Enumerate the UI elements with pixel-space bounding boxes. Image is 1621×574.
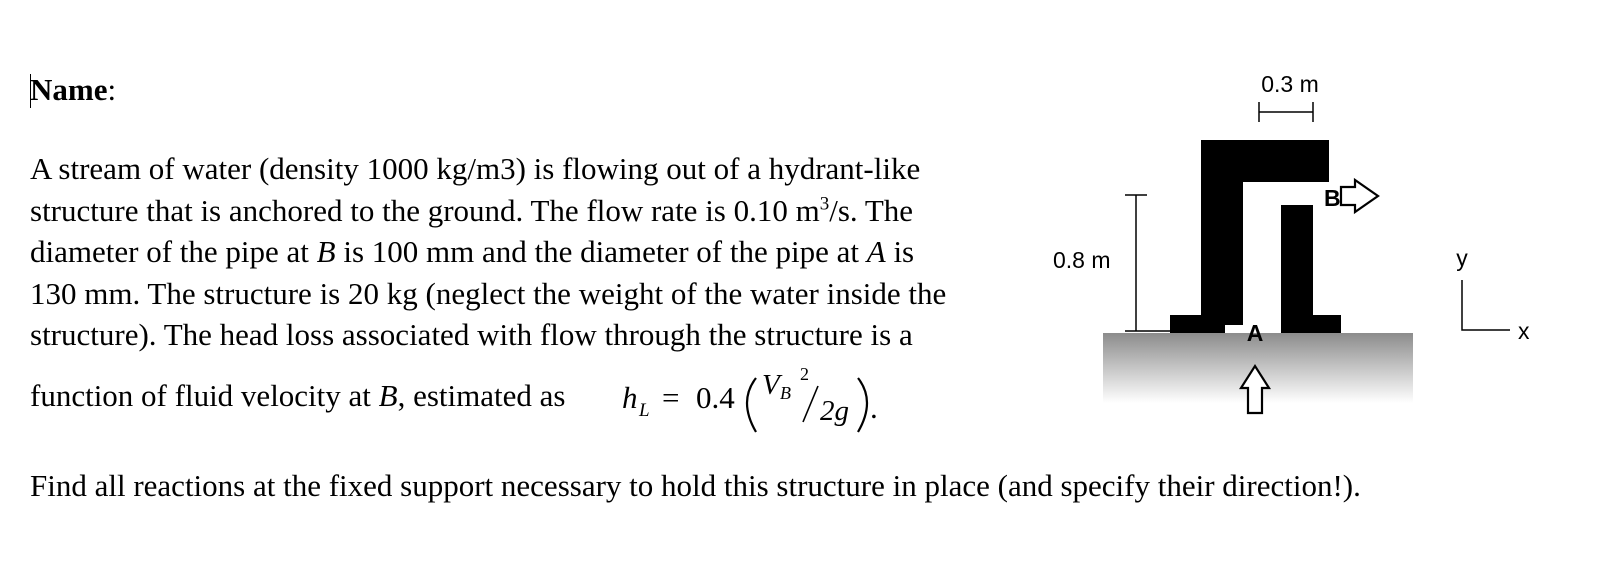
point-a-ref: A (866, 234, 886, 269)
problem-line-2-suffix: /s. The (829, 192, 914, 228)
structure-right-column (1281, 205, 1313, 325)
dim-top-label: 0.3 m (1261, 71, 1319, 97)
formula-equals: = (662, 380, 680, 415)
problem-line-3-c: is 100 mm and the diameter of the pipe at (335, 234, 867, 269)
problem-line-3-e: is (885, 234, 915, 269)
axis-x-label: x (1518, 318, 1530, 344)
axis-y-label: y (1456, 245, 1468, 271)
left-base-flange (1170, 315, 1225, 333)
problem-line-3 (30, 231, 1040, 273)
formula-denominator: 2g (820, 395, 849, 427)
dim-height-label: 0.8 m (1053, 247, 1111, 273)
cubic-superscript: 3 (819, 193, 830, 215)
formula-h-sub: L (639, 400, 650, 421)
problem-statement (30, 148, 1040, 356)
formula-period: . (870, 390, 878, 425)
problem-line-2 (30, 190, 1040, 232)
name-label-text: Name (30, 72, 108, 107)
coordinate-axes (1462, 280, 1510, 330)
problem-line-4: 130 mm. The structure is 20 kg (neglect the weight of the water inside the (30, 275, 947, 311)
problem-line-6-a: function of fluid velocity at (30, 378, 379, 413)
formula-v-sup: 2 (800, 366, 809, 384)
formula-v: V (762, 369, 780, 401)
problem-line-1: A stream of water (density 1000 kg/m3) is flowing out of a hydrant-like (30, 151, 921, 186)
formula-h: h (622, 380, 638, 415)
formula-right-paren (858, 378, 867, 432)
label-b: B (1324, 185, 1341, 211)
right-base-flange (1281, 315, 1341, 333)
formula-fraction-slash (803, 386, 818, 422)
formula-coefficient: 0.4 (696, 380, 735, 415)
formula-left-paren (747, 378, 756, 432)
problem-line-6-text (30, 378, 565, 414)
head-loss-formula (620, 366, 950, 436)
structure-left-column (1201, 140, 1243, 325)
point-b-ref: B (316, 234, 336, 269)
question-text: Find all reactions at the fixed support necessary to hold this structure in place (and specify their direction!). (30, 468, 1361, 503)
problem-line-6-c: , estimated as (397, 378, 566, 413)
name-field-label (30, 72, 116, 108)
problem-line-2-prefix: structure that is anchored to the ground. The flow rate is 0.10 m (30, 192, 820, 228)
outlet-flow-arrow (1341, 180, 1378, 212)
hydrant-diagram (1045, 60, 1605, 430)
formula-v-sub: B (780, 383, 791, 403)
point-b-ref-2: B (378, 378, 398, 413)
label-a: A (1246, 320, 1264, 346)
problem-line-5: structure). The head loss associated with flow through the structure is a (30, 317, 913, 352)
name-label-colon: : (107, 72, 117, 107)
problem-line-3-a: diameter of the pipe at (30, 234, 317, 269)
